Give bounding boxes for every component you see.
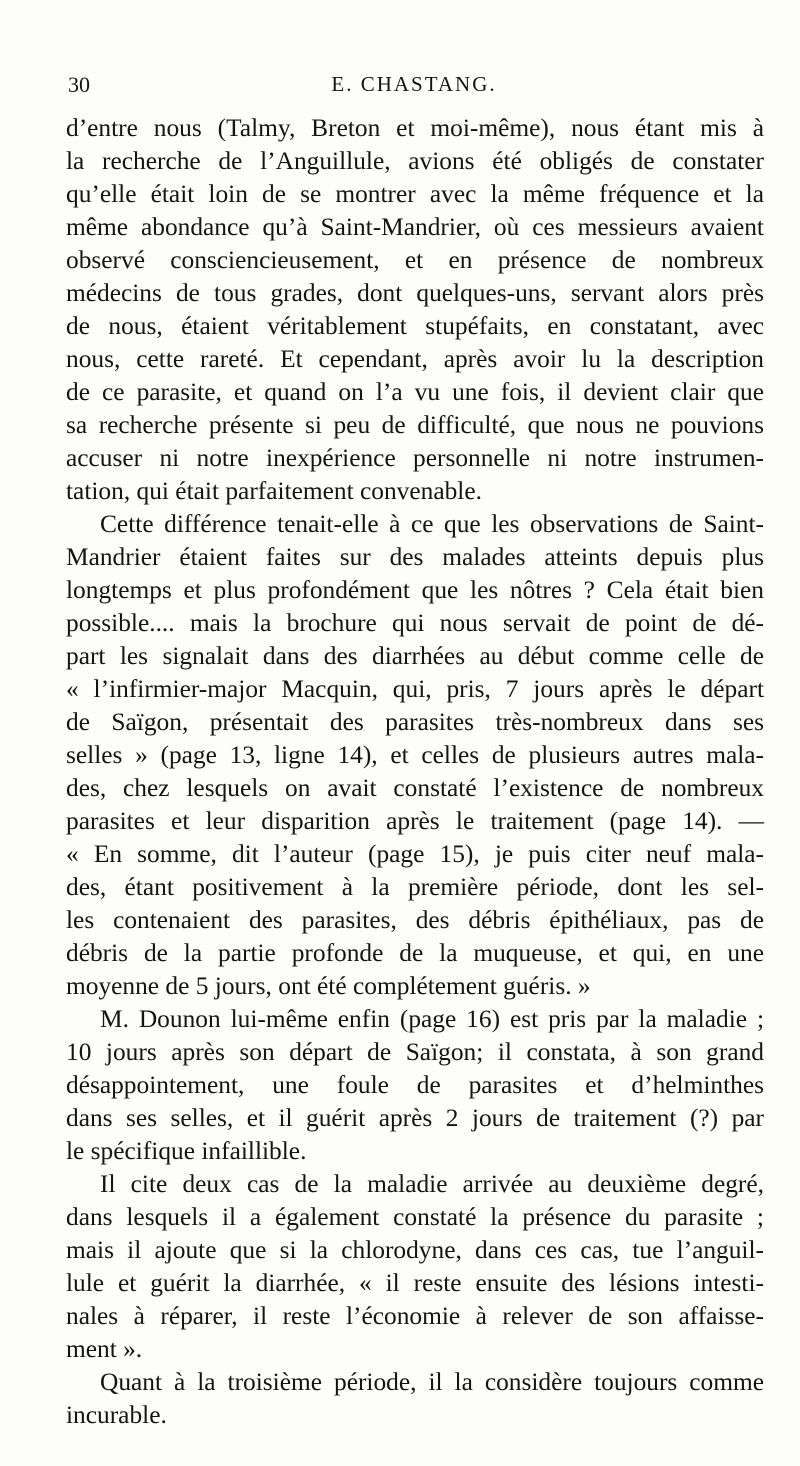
text-line: tation, qui était parfaitement convenable. [66, 477, 482, 505]
text-line: de Saïgon, présentait des parasites très-nombreux dans ses [66, 708, 764, 736]
text-line: les contenaient des parasites, des débris épithéliaux, pas de [66, 906, 764, 934]
text-line: même abondance qu’à Saint-Mandrier, où ces messieurs avaient [66, 213, 764, 241]
text-line: le spécifique infaillible. [66, 1137, 307, 1165]
text-line: sa recherche présente si peu de difficulté, que nous ne pouvions [66, 411, 764, 439]
text-line: des, étant positivement à la première période, dont les sel- [66, 873, 764, 901]
text-line: mais il ajoute que si la chlorodyne, dans ces cas, tue l’anguil- [66, 1236, 764, 1264]
text-line: des, chez lesquels on avait constaté l’existence de nombreux [66, 774, 764, 802]
running-head: E. CHASTANG. [331, 72, 497, 96]
paragraph-start-line: M. Dounon lui-même enfin (page 16) est pris par la maladie ; [100, 1005, 764, 1033]
text-line: nous, cette rareté. Et cependant, après avoir lu la description [66, 345, 764, 373]
text-line: « l’infirmier-major Macquin, qui, pris, 7 jours après le départ [66, 675, 764, 703]
text-line: médecins de tous grades, dont quelques-uns, servant alors près [66, 279, 764, 307]
paragraph-start-line: Il cite deux cas de la maladie arrivée au deuxième degré, [100, 1170, 764, 1198]
text-line: parasites et leur disparition après le traitement (page 14). — [66, 807, 764, 835]
page-header [68, 72, 760, 102]
text-line: Mandrier étaient faites sur des malades atteints depuis plus [66, 543, 764, 571]
text-line: nales à réparer, il reste l’économie à relever de son affaisse- [66, 1302, 764, 1330]
text-line: incurable. [66, 1401, 167, 1429]
text-line: la recherche de l’Anguillule, avions été obligés de constater [66, 147, 764, 175]
text-line: observé consciencieusement, et en présence de nombreux [66, 246, 764, 274]
text-line: dans lesquels il a également constaté la présence du parasite ; [66, 1203, 764, 1231]
text-line: selles » (page 13, ligne 14), et celles de plusieurs autres mala- [66, 741, 764, 769]
text-line: accuser ni notre inexpérience personnelle ni notre instrumen- [66, 444, 764, 472]
text-line: part les signalait dans des diarrhées au début comme celle de [66, 642, 764, 670]
text-line: d’entre nous (Talmy, Breton et moi-même), nous étant mis à [66, 114, 764, 142]
text-line: qu’elle était loin de se montrer avec la même fréquence et la [66, 180, 764, 208]
body-text [66, 112, 764, 1432]
page-number: 30 [68, 72, 90, 97]
text-line: moyenne de 5 jours, ont été complétement guéris. » [66, 972, 591, 1000]
text-line: « En somme, dit l’auteur (page 15), je puis citer neuf mala- [66, 840, 764, 868]
text-line: débris de la partie profonde de la muqueuse, et qui, en une [66, 939, 764, 967]
paragraph-start-line: Cette différence tenait-elle à ce que les observations de Saint- [100, 510, 764, 538]
text-line: ment ». [66, 1335, 143, 1363]
text-line: possible.... mais la brochure qui nous servait de point de dé- [66, 609, 764, 637]
text-line: désappointement, une foule de parasites et d’helminthes [66, 1071, 764, 1099]
text-line: dans ses selles, et il guérit après 2 jours de traitement (?) par [66, 1104, 764, 1132]
text-line: longtemps et plus profondément que les nôtres ? Cela était bien [66, 576, 764, 604]
text-line: de ce parasite, et quand on l’a vu une fois, il devient clair que [66, 378, 764, 406]
text-line: lule et guérit la diarrhée, « il reste ensuite des lésions intesti- [66, 1269, 764, 1297]
text-line: de nous, étaient véritablement stupéfaits, en constatant, avec [66, 312, 764, 340]
paragraph-start-line: Quant à la troisième période, il la considère toujours comme [100, 1368, 764, 1396]
text-line: 10 jours après son départ de Saïgon; il constata, à son grand [66, 1038, 764, 1066]
